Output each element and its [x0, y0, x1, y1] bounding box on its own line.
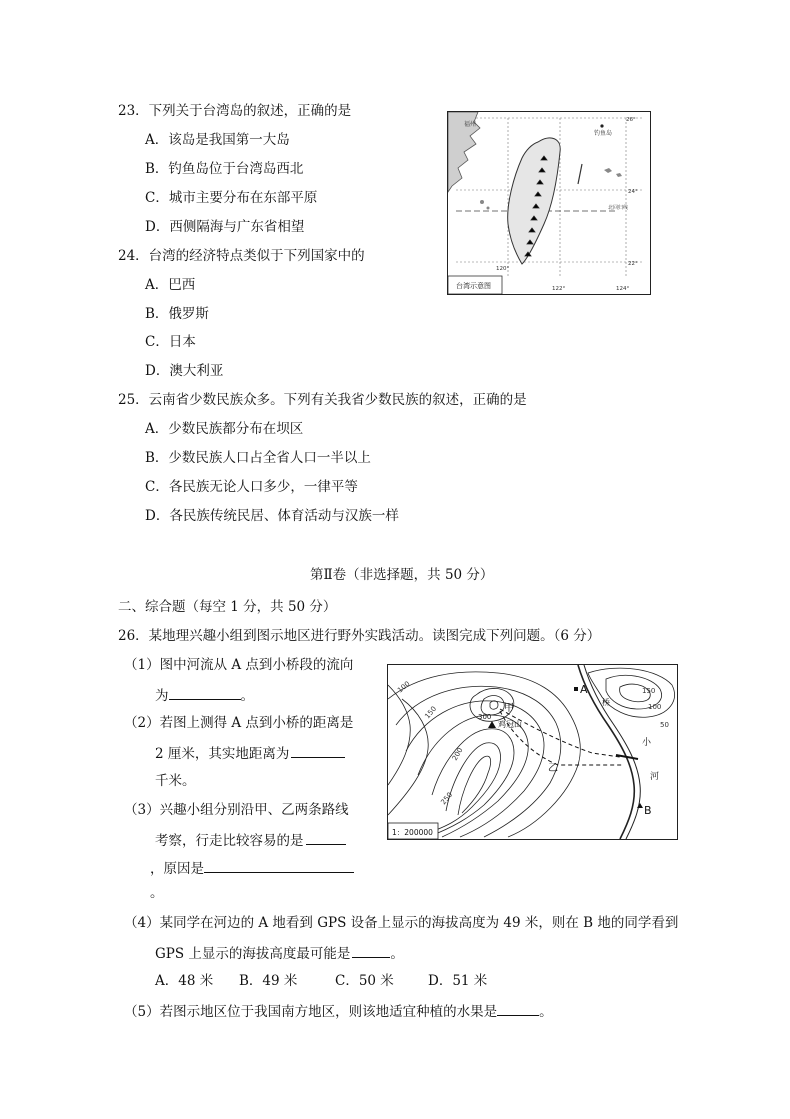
- diaoyu-label: 钓鱼岛: [594, 130, 613, 137]
- q23-stem: 23．下列关于台湾岛的叙述，正确的是: [118, 103, 352, 119]
- q24-option-d: D．澳大利亚: [145, 363, 224, 379]
- q26-stem: 26．某地理兴趣小组到图示地区进行野外实践活动。读图完成下列问题。（6 分）: [118, 628, 601, 644]
- contour-label-200: 200: [450, 746, 465, 762]
- q26-part4-text: GPS 上显示的海拔高度最可能是: [155, 946, 351, 962]
- q26-part2-line1: （2）若图上测得 A 点到小桥的距离是: [124, 715, 354, 731]
- river-char-1: 小: [642, 738, 652, 748]
- q26-part5-line: [124, 1001, 553, 1021]
- q26-part4-line1: （4）某同学在河边的 A 地看到 GPS 设备上显示的海拔高度为 49 米，则在 B 地的同学看到: [124, 915, 679, 931]
- q26-part5-period: 。: [539, 1004, 553, 1020]
- q26-part4-option-d: D．51 米: [428, 973, 488, 989]
- q25-option-c: C．各民族无论人口多少，一律平等: [145, 479, 358, 495]
- point-a-label: A: [580, 683, 588, 696]
- taiwan-map: [447, 111, 651, 295]
- point-b-label: B: [644, 804, 652, 817]
- lat-label-22: 22°: [628, 261, 638, 267]
- q24-option-a: A．巴西: [145, 277, 196, 293]
- lat-label-24: 24°: [628, 189, 638, 195]
- q25-option-d: D．各民族传统民居、体育活动与汉族一样: [145, 508, 399, 524]
- q23-option-a: A．该岛是我国第一大岛: [145, 132, 290, 148]
- q26-part3-line2: [155, 830, 346, 850]
- fuzhou-label: 福州: [464, 121, 477, 128]
- lon-label-124: 124°: [616, 286, 630, 292]
- tropic-label: 北回归线: [608, 205, 629, 211]
- lon-label-120: 120°: [496, 266, 510, 272]
- q26-part3-text: 考察，行走比较容易的是: [155, 833, 304, 849]
- q26-part3-reason: ，原因是: [150, 861, 204, 877]
- q26-part5-text: （5）若图示地区位于我国南方地区，则该地适宜种植的水果是: [124, 1004, 498, 1020]
- taiwan-map-caption: 台湾示意图: [456, 282, 491, 290]
- lon-label-122: 122°: [552, 286, 566, 292]
- route-jia-label: 甲: [504, 703, 514, 714]
- contour-label-100: 100: [396, 679, 412, 695]
- q26-part4-period: 。: [390, 946, 404, 962]
- q26-part1-blank[interactable]: [169, 685, 241, 700]
- q25-option-b: B．少数民族人口占全省人口一半以上: [145, 450, 371, 466]
- peak-label: 鸡冠山: [498, 720, 522, 729]
- contour-label-50: 50: [660, 721, 669, 729]
- section2-title: 第Ⅱ卷（非选择题，共 50 分）: [310, 567, 494, 583]
- q26-part1-period: 。: [240, 688, 254, 704]
- q26-part1-line1: （1）图中河流从 A 点到小桥段的流向: [124, 657, 354, 673]
- q26-part2-blank[interactable]: [291, 743, 345, 758]
- scale-label: 1：200000: [392, 828, 433, 837]
- q25-option-a: A．少数民族都分布在坝区: [145, 421, 304, 437]
- q26-part4-line2: [155, 943, 404, 963]
- contour-label-150: 150: [423, 704, 439, 721]
- q23-option-b: B．钓鱼岛位于台湾岛西北: [145, 161, 304, 177]
- q26-part4-blank[interactable]: [352, 943, 390, 958]
- q26-part4-option-a: A．48 米: [155, 973, 214, 989]
- q26-part5-blank[interactable]: [497, 1001, 539, 1016]
- q26-part3-blank-reason[interactable]: [204, 858, 354, 873]
- q23-option-d: D．西侧隔海与广东省相望: [145, 219, 305, 235]
- q24-option-b: B．俄罗斯: [145, 306, 209, 322]
- q26-part3-period: 。: [150, 885, 164, 901]
- bridge-label: 桥: [602, 698, 610, 707]
- q25-stem: 25．云南省少数民族众多。下列有关我省少数民族的叙述，正确的是: [118, 392, 527, 408]
- q26-part3-blank-route[interactable]: [306, 830, 346, 845]
- peak-height-label: 300: [478, 713, 492, 721]
- q24-stem: 24．台湾的经济特点类似于下列国家中的: [118, 248, 365, 264]
- section2-heading: 二、综合题（每空 1 分，共 50 分）: [118, 599, 337, 615]
- contour-label-250: 250: [439, 790, 455, 807]
- q26-part2-text: 2 厘米，其实地距离为: [155, 746, 290, 762]
- q26-part4-option-c: C．50 米: [335, 973, 394, 989]
- q23-option-c: C．城市主要分布在东部平原: [145, 190, 318, 206]
- q26-part4-option-b: B．49 米: [239, 973, 298, 989]
- contour-map: [387, 664, 678, 840]
- q26-part1-text: 为: [155, 688, 169, 704]
- lat-label-26: 26°: [626, 117, 636, 123]
- q26-part2-unit: 千米。: [155, 773, 196, 789]
- q26-part3-line3: [150, 858, 354, 878]
- q26-part1-line2: [155, 685, 254, 705]
- route-yi-label: 乙: [548, 763, 558, 774]
- q26-part3-line1: （3）兴趣小组分别沿甲、乙两条路线: [124, 802, 349, 818]
- contour-label-150-ne: 150: [642, 687, 656, 695]
- q24-option-c: C．日本: [145, 334, 196, 350]
- contour-label-100-ne: 100: [648, 703, 662, 711]
- river-char-2: 河: [650, 772, 660, 782]
- q26-part2-line2: [155, 743, 345, 763]
